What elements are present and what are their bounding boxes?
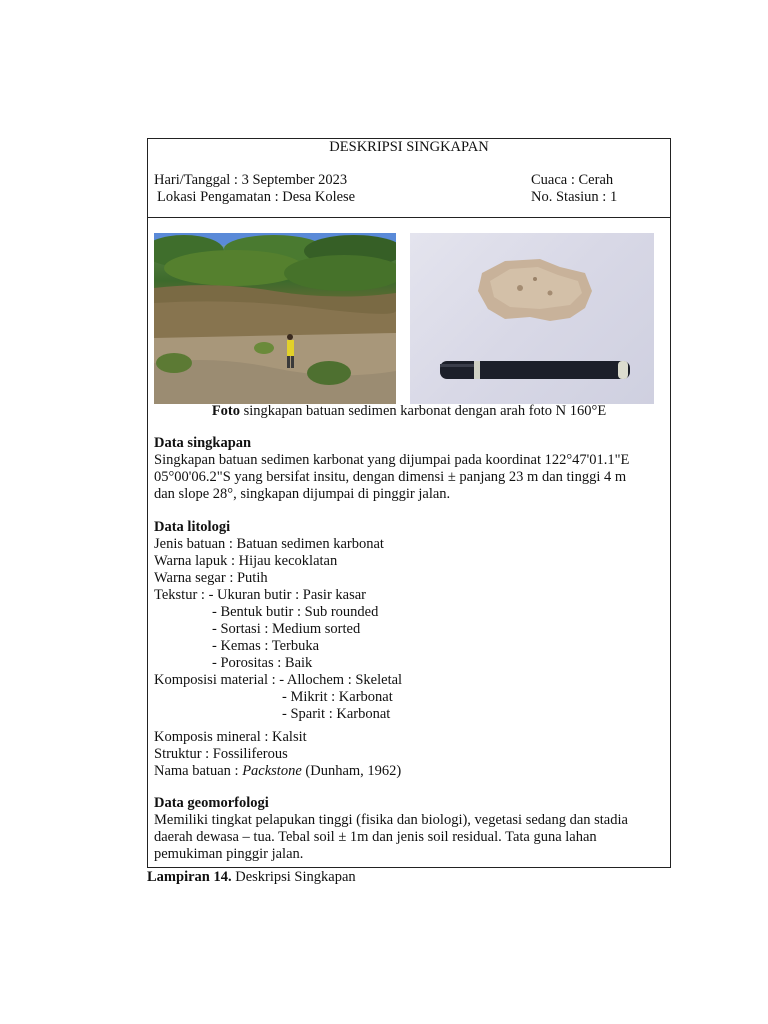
- singkapan-line-2: 05°00'06.2"S yang bersifat insitu, dengan dimensi ± panjang 23 m dan tinggi 4 m: [154, 469, 627, 485]
- nama-batuan-label: Nama batuan :: [154, 763, 243, 779]
- section-data-litologi: [154, 519, 666, 780]
- station-line: No. Stasiun : 1: [531, 189, 618, 205]
- komposisi-label: Komposisi material :: [154, 672, 280, 688]
- tekstur-item: - Kemas : Terbuka: [212, 638, 320, 654]
- caption-text: singkapan batuan sedimen karbonat dengan arah foto N 160°E: [240, 403, 607, 419]
- komposisi-item: - Sparit : Karbonat: [282, 706, 391, 722]
- rock-sample-illustration: [410, 233, 654, 404]
- warna-lapuk: Warna lapuk : Hijau kecoklatan: [154, 553, 338, 569]
- singkapan-line-3: dan slope 28°, singkapan dijumpai di pinggir jalan.: [154, 486, 451, 502]
- location-line: Lokasi Pengamatan : Desa Kolese: [157, 189, 356, 205]
- struktur: Struktur : Fossiliferous: [154, 746, 288, 762]
- rock-sample-photo: [410, 233, 654, 404]
- tekstur-item: - Bentuk butir : Sub rounded: [212, 604, 379, 620]
- outcrop-photo-illustration: [154, 233, 396, 404]
- appendix-label: Lampiran 14.: [147, 869, 232, 885]
- appendix-caption: [147, 869, 356, 886]
- nama-batuan: [154, 763, 666, 780]
- komposisi-item: - Mikrit : Karbonat: [282, 689, 393, 705]
- komposisi-mineral: Komposis mineral : Kalsit: [154, 729, 307, 745]
- tekstur-item: - Sortasi : Medium sorted: [212, 621, 361, 637]
- geomorfologi-line-1: Memiliki tingkat pelapukan tinggi (fisika dan biologi), vegetasi sedang dan stadia: [154, 812, 628, 828]
- singkapan-line-1: Singkapan batuan sedimen karbonat yang dijumpai pada koordinat 122°47'01.1"E: [154, 452, 630, 468]
- caption-label: Foto: [211, 403, 240, 419]
- geomorfologi-line-3: pemukiman pinggir jalan.: [154, 846, 304, 862]
- komposisi-item: - Allochem : Skeletal: [279, 672, 403, 688]
- tekstur-item: - Ukuran butir : Pasir kasar: [208, 587, 367, 603]
- weather-line: Cuaca : Cerah: [531, 172, 614, 188]
- section-data-geomorfologi: [154, 795, 666, 863]
- tekstur-row: [154, 587, 666, 604]
- section-title-singkapan: Data singkapan: [154, 435, 252, 451]
- geomorfologi-line-2: daerah dewasa – tua. Tebal soil ± 1m dan jenis soil residual. Tata guna lahan: [154, 829, 597, 845]
- outcrop-description-form: [147, 138, 671, 868]
- warna-segar: Warna segar : Putih: [154, 570, 268, 586]
- form-title: DESKRIPSI SINGKAPAN: [329, 139, 489, 155]
- nama-batuan-italic: Packstone: [242, 763, 302, 779]
- date-line: Hari/Tanggal : 3 September 2023: [154, 172, 348, 188]
- section-data-singkapan: [154, 435, 666, 503]
- section-title-litologi: Data litologi: [154, 519, 231, 535]
- outcrop-photo: [154, 233, 396, 404]
- tekstur-label: Tekstur :: [154, 587, 209, 603]
- section-title-geomorfologi: Data geomorfologi: [154, 795, 269, 811]
- appendix-text: Deskripsi Singkapan: [231, 869, 356, 885]
- jenis-batuan: Jenis batuan : Batuan sedimen karbonat: [154, 536, 384, 552]
- photo-caption: [148, 403, 670, 420]
- nama-batuan-ref: (Dunham, 1962): [301, 763, 402, 779]
- form-header: [148, 139, 670, 218]
- komposisi-row: [154, 672, 666, 689]
- tekstur-item: - Porositas : Baik: [212, 655, 313, 671]
